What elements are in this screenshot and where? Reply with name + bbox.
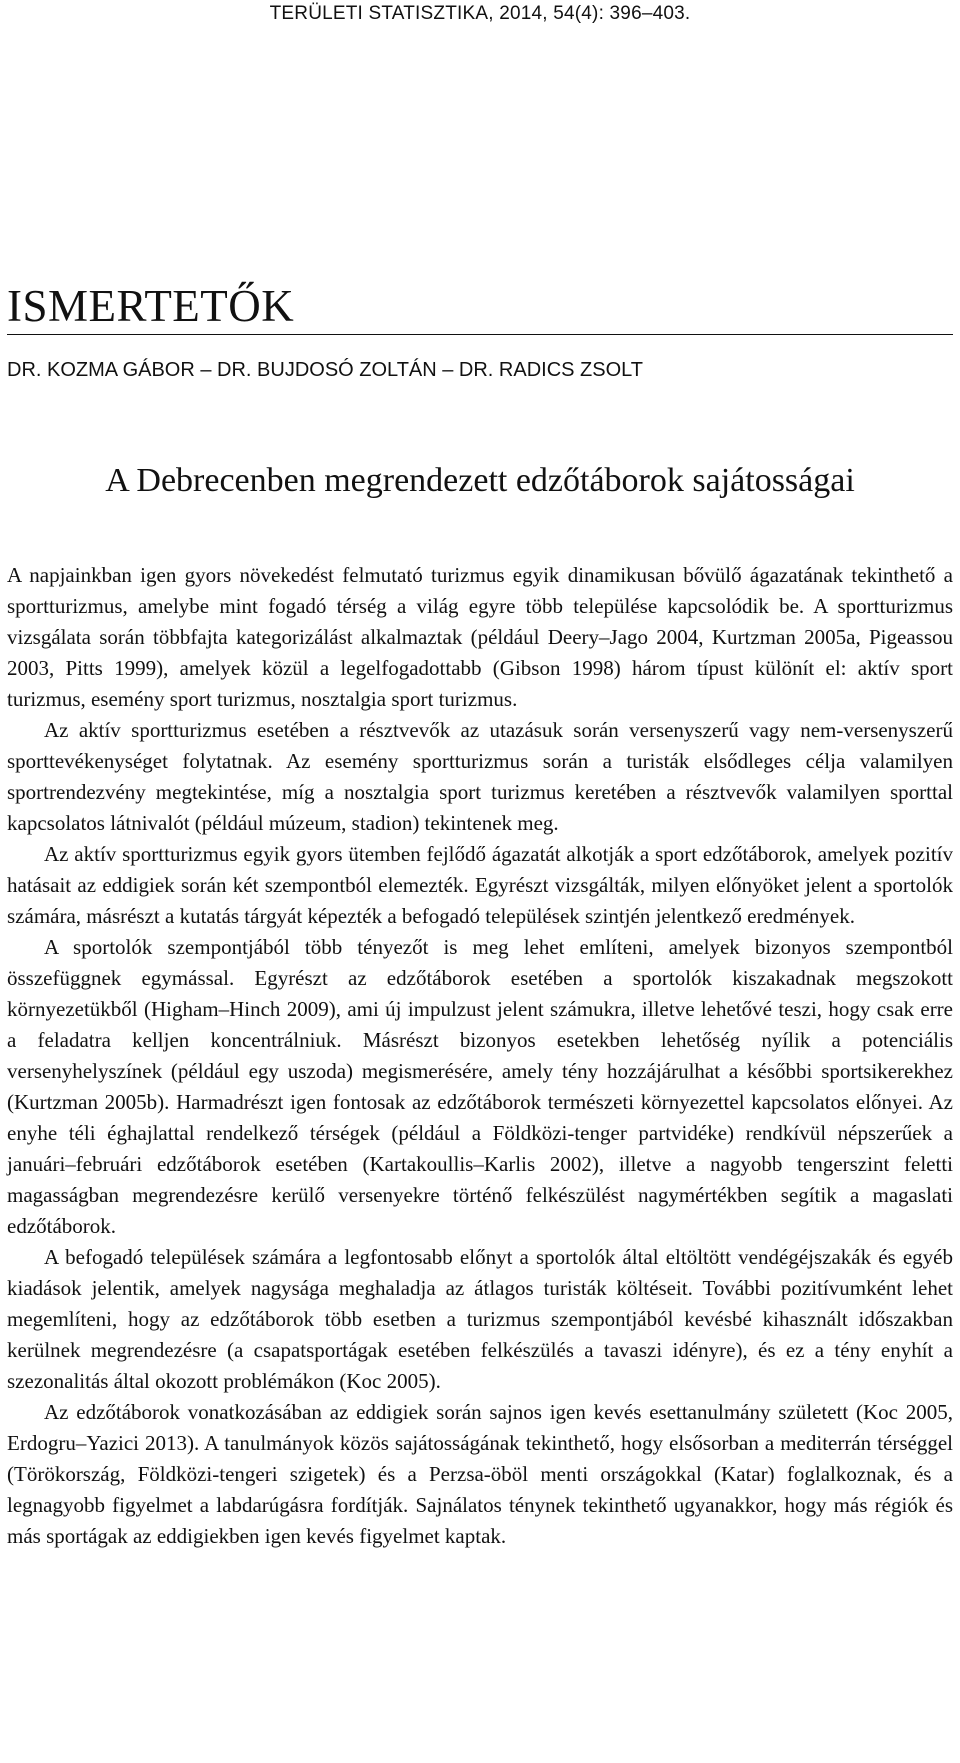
section-title: ISMERTETŐK [7, 278, 953, 335]
article-body [7, 560, 953, 1552]
paragraph: A befogadó települések számára a legfontosabb előnyt a sportolók által eltöltött vendégéjszakák és egyéb kiadások jelentik, amelyek nagysága meghaladja az átlagos turisták költéseit. További pozitívumként lehet megemlíteni, hogy az edzőtáborok több esetben a turizmus szempontjából kevésbé kihasznált időszakban kerülnek megrendezésre (a csapatsportágak esetében felkészülés a tavaszi idényre), és ez a tény enyhít a szezonalitás által okozott problémákon (Koc 2005). [7, 1245, 953, 1393]
paragraph: A napjainkban igen gyors növekedést felmutató turizmus egyik dinamikusan bővülő ágazatának tekinthető a sportturizmus, amelybe mint fogadó térség a világ egyre több települése kapcsolódik be. A sportturizmus vizsgálata során többfajta kategorizálást alkalmaztak (például Deery–Jago 2004, Kurtzman 2005a, Pigeassou 2003, Pitts 1999), amelyek közül a legelfogadottabb (Gibson 1998) három típust különít el: aktív sport turizmus, esemény sport turizmus, nosztalgia sport turizmus. [7, 563, 953, 711]
article-authors: DR. KOZMA GÁBOR – DR. BUJDOSÓ ZOLTÁN – DR. RADICS ZSOLT [7, 359, 644, 381]
article-title: A Debrecenben megrendezett edzőtáborok sajátosságai [105, 462, 855, 499]
journal-running-header: TERÜLETI STATISZTIKA, 2014, 54(4): 396–403. [269, 3, 691, 24]
paragraph: A sportolók szempontjából több tényezőt is meg lehet említeni, amelyek bizonyos szempontból összefüggnek egymással. Egyrészt az edzőtáborok esetében a sportolók kiszakadnak megszokott környezetükből (Higham–Hinch 2009), ami új impulzust jelent számukra, illetve lehetővé teszi, hogy csak erre a feladatra kelljen koncentrálniuk. Másrészt bizonyos esetekben lehetőség nyílik a potenciális versenyhelyszínek (például egy uszoda) megismerésére, amely tény hozzájárulhat a későbbi sportsikerekhez (Kurtzman 2005b). Harmadrészt igen fontosak az edzőtáborok természeti környezettel kapcsolatos előnyei. Az enyhe téli éghajlattal rendelkező térségek (például a Földközi-tenger partvidéke) rendkívül népszerűek a januári–februári edzőtáborok esetében (Kartakoullis–Karlis 2002), illetve a nagyobb tengerszint feletti magasságban megrendezésre kerülő versenyekre történő felkészülést nagymértékben segítik a magaslati edzőtáborok. [7, 935, 953, 1238]
paragraph: Az aktív sportturizmus egyik gyors ütemben fejlődő ágazatát alkotják a sport edzőtáborok, amelyek pozitív hatásait az eddigiek során két szempontból elemezték. Egyrészt vizsgálták, milyen előnyöket jelent a sportolók számára, másrészt a kutatás tárgyát képezték a befogadó települések szintjén jelentkező eredmények. [7, 842, 953, 928]
paragraph: Az edzőtáborok vonatkozásában az eddigiek során sajnos igen kevés esettanulmány született (Koc 2005, Erdogru–Yazici 2013). A tanulmányok közös sajátosságának tekinthető, hogy elsősorban a mediterrán térséggel (Törökország, Földközi-tengeri szigetek) és a Perzsa-öböl menti országokkal (Katar) foglalkoznak, és a legnagyobb figyelmet a labdarúgásra fordítják. Sajnálatos ténynek tekinthető ugyanakkor, hogy más régiók és más sportágak az eddigiekben igen kevés figyelmet kaptak. [7, 1400, 953, 1548]
paragraph: Az aktív sportturizmus esetében a résztvevők az utazásuk során versenyszerű vagy nem-versenyszerű sporttevékenységet folytatnak. Az esemény sportturizmus során a turisták elsődleges célja valamilyen sportrendezvény megtekintése, míg a nosztalgia sport turizmus keretében a résztvevők valamilyen sporttal kapcsolatos látnivalót (például múzeum, stadion) tekintenek meg. [7, 718, 953, 835]
